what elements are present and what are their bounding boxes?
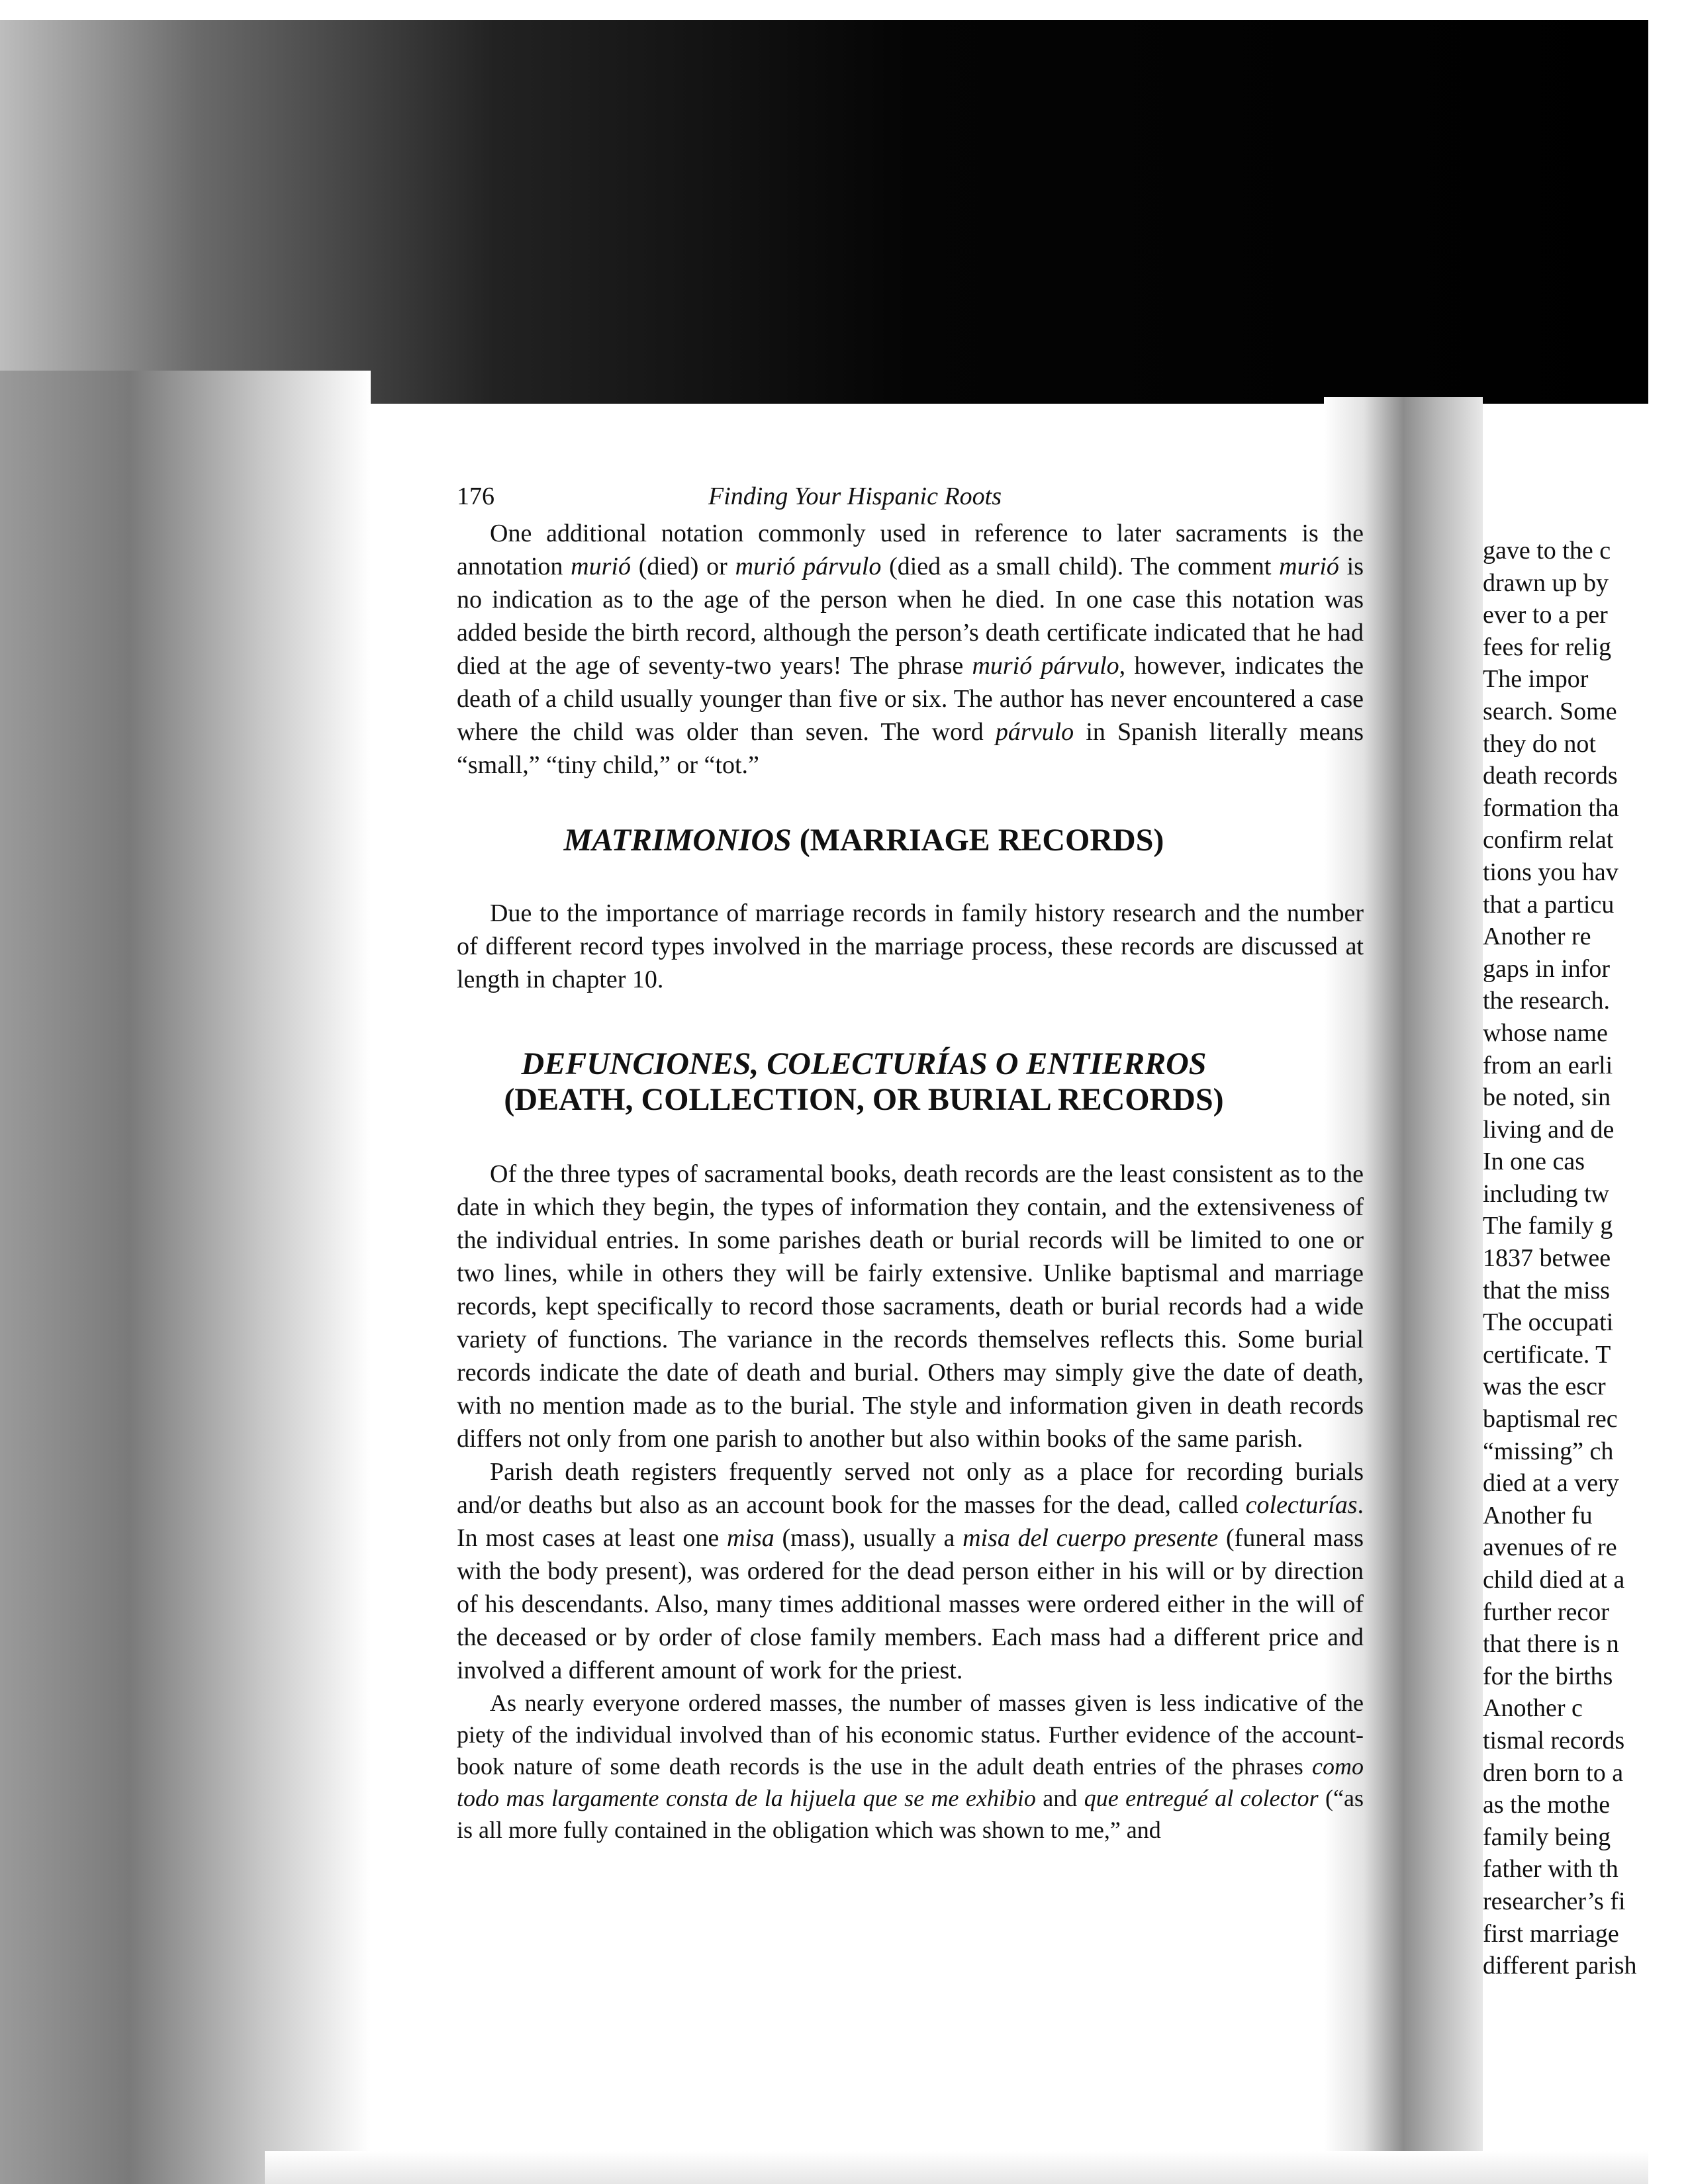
text-run: As nearly everyone ordered masses, the number of masses given is less indicative of the piety of the individual involved than of his economic status. Further evidence of the account-book nature of some death records is the use in the adult death entries of the phrases <box>457 1690 1364 1780</box>
heading-defunciones <box>457 1046 1364 1118</box>
heading-matrimonios-spanish: MATRIMONIOS <box>563 823 792 858</box>
facing-page-line: certificate. T <box>1483 1340 1611 1369</box>
italic-term: murió párvulo <box>972 652 1119 680</box>
text-run: Of the three types of sacramental books, death records are the least consistent as to the date in which they begin, the types of information they contain, and the extensiveness of the individual entries. In some parishes death or burial records will be limited to one or two lines, while in others they will be fairly extensive. Unlike baptismal and marriage records, kept specifically to record those sacraments, death or burial records had a wide variety of functions. The variance in the records themselves reflects this. Some burial records indicate the date of death and burial. Others may simply give the date of death, with no mention made as to the burial. The style and information given in death records differs not only from one parish to another but also within books of the same parish. <box>457 1160 1364 1453</box>
facing-page-line: dren born to a <box>1483 1758 1624 1787</box>
facing-page-line: Another fu <box>1483 1501 1593 1529</box>
italic-term: misa <box>726 1524 774 1552</box>
facing-page-line: whose name <box>1483 1019 1608 1047</box>
running-title: Finding Your Hispanic Roots <box>708 482 1002 510</box>
facing-page-line: gave to the c <box>1483 537 1611 565</box>
paragraph-masses <box>457 1687 1364 1846</box>
facing-page-line: gaps in infor <box>1483 954 1611 983</box>
facing-page-line: “missing” ch <box>1483 1437 1614 1465</box>
facing-page-line: father with th <box>1483 1855 1618 1884</box>
text-run: and <box>1035 1785 1084 1811</box>
italic-term: colecturías <box>1245 1491 1358 1519</box>
facing-page-line: Another re <box>1483 923 1591 951</box>
text-run: (funeral mass with the body present), was ordered for the dead person either in his will or by direction of his descendants. Also, many times additional masses were ordered either in the will of the deceased or by order of close family members. Each mass had a different price and involved a different amount of work for the priest. <box>457 1524 1364 1684</box>
facing-page-line: from an earli <box>1483 1051 1613 1079</box>
facing-page-line: The family g <box>1483 1212 1613 1240</box>
running-header <box>457 480 1364 517</box>
scan-bottom-edge <box>265 2151 1648 2184</box>
facing-page-line: formation tha <box>1483 794 1619 822</box>
facing-page-line: that the miss <box>1483 1276 1611 1304</box>
facing-page-line: death records <box>1483 762 1618 790</box>
italic-term: murió párvulo <box>735 553 882 580</box>
facing-page-line: died at a very <box>1483 1469 1619 1498</box>
italic-term: murió <box>571 553 631 580</box>
facing-page-line: that there is n <box>1483 1630 1619 1659</box>
book-page <box>457 480 1364 1846</box>
facing-page-line: Another c <box>1483 1694 1583 1723</box>
heading-matrimonios <box>457 823 1364 858</box>
paragraph-death-records <box>457 1158 1364 1455</box>
facing-page-line: further recor <box>1483 1598 1609 1626</box>
facing-page-line: In one cas <box>1483 1148 1585 1176</box>
facing-page-line: The occupati <box>1483 1308 1614 1337</box>
facing-page-line: that a particu <box>1483 890 1615 919</box>
facing-page-line: for the births <box>1483 1662 1613 1690</box>
facing-page-line: they do not <box>1483 729 1596 758</box>
facing-page-line: living and de <box>1483 1115 1615 1144</box>
facing-page-line: different parish <box>1483 1952 1637 1980</box>
heading-defunciones-english: (DEATH, COLLECTION, OR BURIAL RECORDS) <box>504 1082 1224 1117</box>
heading-defunciones-spanish <box>457 1046 1271 1082</box>
facing-page-line: including tw <box>1483 1179 1610 1208</box>
facing-page-line: the research. <box>1483 987 1610 1015</box>
facing-page-line: The impor <box>1483 665 1589 694</box>
facing-page-line: tions you hav <box>1483 858 1618 886</box>
text-run: (mass), usually a <box>774 1524 963 1552</box>
italic-term: murió <box>1279 553 1339 580</box>
facing-page-line: researcher’s fi <box>1483 1887 1626 1915</box>
facing-page-line: first marriage <box>1483 1919 1619 1948</box>
facing-page-line: as the mothe <box>1483 1791 1611 1819</box>
text-run: in Spanish literally means “small,” “tiny child,” or “tot.” <box>457 718 1364 779</box>
text-run: (died) or <box>630 553 735 580</box>
italic-term: párvulo <box>995 718 1074 746</box>
paragraph-parish-registers <box>457 1455 1364 1687</box>
text-run: Parish death registers frequently served not only as a place for recording burials and/or deaths but also as an account book for the masses for the dead, called <box>457 1458 1364 1519</box>
text-run: , however, indicates the death of a child usually younger than five or six. The author has never encountered a case where the child was older than seven. The word <box>457 652 1364 746</box>
facing-page-line: tismal records <box>1483 1726 1625 1754</box>
facing-page-line: 1837 betwee <box>1483 1244 1611 1273</box>
facing-page-line: avenues of re <box>1483 1533 1617 1562</box>
facing-page-line: confirm relat <box>1483 826 1614 854</box>
italic-term: que entregué al colector <box>1084 1785 1319 1811</box>
page-number: 176 <box>457 482 494 510</box>
text-run: One additional notation commonly used in reference to later sacraments is the annotation <box>457 520 1364 580</box>
text-run: is no indication as to the age of the person when he died. In one case this notation was added beside the birth record, although the person’s death certificate indicated that he had died at the age of seventy-two years! The phrase <box>457 553 1364 680</box>
facing-page-fragment <box>1483 535 1655 1982</box>
heading-defunciones-spanish-text: DEFUNCIONES, COLECTURÍAS O ENTIERROS <box>521 1046 1207 1081</box>
text-run: Due to the importance of marriage records in family history research and the number of different record types involved in the marriage process, these records are discussed at length in chapter 10. <box>457 899 1364 993</box>
facing-page-line: drawn up by <box>1483 569 1609 597</box>
facing-page-line: be noted, sin <box>1483 1083 1611 1112</box>
text-run: (died as a small child). The comment <box>881 553 1280 580</box>
paragraph-murio <box>457 517 1364 782</box>
facing-page-line: search. Some <box>1483 697 1617 725</box>
text-run: . In most cases at least one <box>457 1491 1364 1552</box>
italic-term: como todo mas largamente consta de la hijuela que se me exhibio <box>457 1753 1364 1811</box>
facing-page-line: ever to a per <box>1483 601 1608 629</box>
facing-page-line: fees for relig <box>1483 633 1612 661</box>
italic-term: misa del cuerpo presente <box>962 1524 1219 1552</box>
facing-page-line: family being <box>1483 1823 1611 1851</box>
text-run: (“as is all more fully contained in the obligation which was shown to me,” and <box>457 1785 1364 1843</box>
facing-page-line: baptismal rec <box>1483 1405 1618 1433</box>
heading-matrimonios-english: (MARRIAGE RECORDS) <box>791 823 1164 858</box>
facing-page-line: child died at a <box>1483 1566 1625 1594</box>
facing-page-line: was the escr <box>1483 1373 1606 1401</box>
scan-left-shadow <box>0 371 371 2184</box>
paragraph-marriage <box>457 897 1364 996</box>
scan-dark-band <box>0 20 1648 404</box>
